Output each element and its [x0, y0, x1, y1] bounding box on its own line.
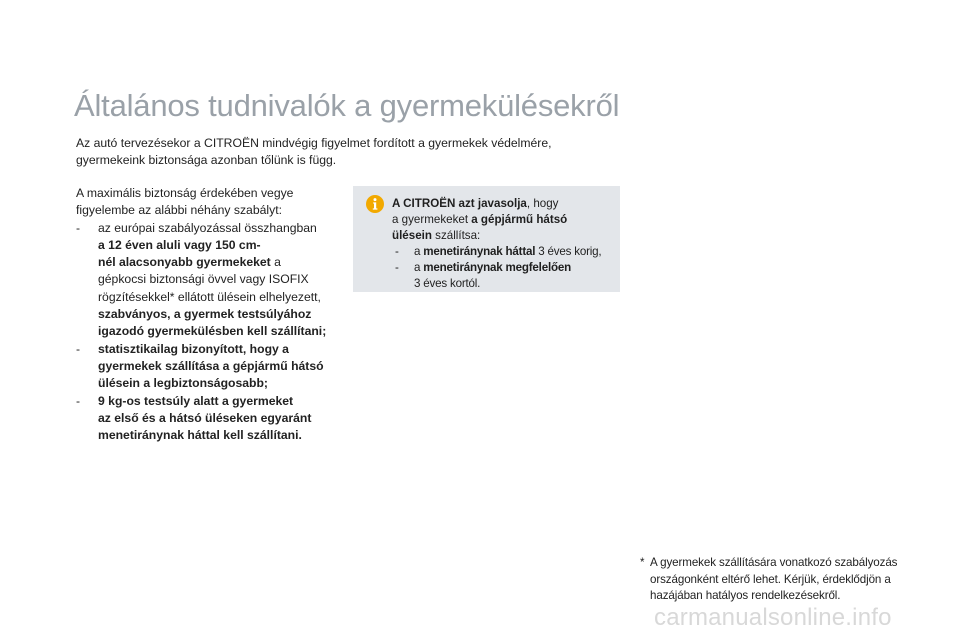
text-line	[414, 244, 620, 260]
text-line	[98, 393, 351, 410]
footnote-line: hazájában hatályos rendelkezésekről.	[650, 589, 841, 602]
bold-text: a gépjármű hátsó	[471, 213, 568, 226]
text-line	[98, 271, 351, 288]
bold-text: ülésein a legbiztonságosabb;	[98, 376, 268, 391]
text-segment: gépkocsi biztonsági övvel vagy ISOFIX	[98, 272, 309, 287]
footnote-line: A gyermekek szállítására vonatkozó szabályozás	[650, 556, 898, 569]
list-dash: -	[395, 245, 399, 258]
text-segment: , hogy	[526, 197, 559, 210]
list-dash: -	[76, 220, 81, 235]
bold-text: gyermekek szállítása a gépjármű hátsó	[98, 358, 324, 373]
footnote-marker: *	[640, 556, 645, 569]
text-segment: az európai szabályozással összhangban	[98, 220, 317, 235]
text-segment: 3 éves kortól.	[414, 277, 481, 290]
recommendation-item	[392, 260, 620, 292]
bold-text: nél alacsonyabb gyermekeket	[98, 255, 271, 270]
text-line	[98, 410, 351, 427]
rules-lead-line: A maximális biztonság érdekében vegye	[76, 186, 294, 200]
text-line	[98, 237, 351, 254]
list-dash: -	[76, 393, 81, 408]
bold-text: ülésein	[392, 229, 432, 242]
text-line	[98, 427, 351, 444]
watermark: carmanualsonline.info	[654, 604, 892, 631]
text-segment: 3 éves korig,	[535, 245, 602, 258]
text-line	[98, 220, 351, 237]
bold-text: A CITROËN azt javasolja	[392, 197, 527, 210]
recommendation-item	[392, 244, 620, 260]
rule-item	[76, 220, 351, 341]
text-line	[414, 276, 620, 292]
text-segment: a	[270, 255, 281, 270]
bold-text: a 12 éven aluli vagy 150 cm-	[98, 237, 261, 252]
text-segment: a	[414, 245, 424, 258]
bold-text: igazodó gyermekülésben kell szállítani;	[98, 324, 327, 339]
text-line	[98, 323, 351, 340]
footnote	[640, 555, 930, 605]
bold-text: menetiránynak megfelelően	[423, 261, 571, 274]
page-title: Általános tudnivalók a gyermekülésekről	[74, 88, 620, 123]
info-icon	[366, 195, 384, 213]
text-line	[98, 375, 351, 392]
text-segment: a gyermekeket	[392, 213, 472, 226]
text-line	[414, 260, 620, 276]
bold-text: 9 kg-os testsúly alatt a gyermeket	[98, 393, 294, 408]
text-line	[98, 341, 351, 358]
text-segment: szállítsa:	[431, 229, 481, 242]
text-line	[98, 306, 351, 323]
text-line	[98, 358, 351, 375]
text-line	[98, 254, 351, 271]
recommendation-text	[392, 196, 620, 292]
bold-text: szabványos, a gyermek testsúlyához	[98, 307, 312, 322]
text-line	[392, 228, 620, 244]
text-line	[98, 289, 351, 306]
rules-lead	[76, 185, 351, 220]
rule-item	[76, 393, 351, 445]
intro-line: Az autó tervezésekor a CITROËN mindvégig figyelmet fordított a gyermekek védelmére,	[76, 136, 552, 150]
text-line	[392, 196, 620, 212]
safety-rules-column	[76, 185, 351, 444]
text-line	[392, 212, 620, 228]
rule-item	[76, 341, 351, 393]
recommendation-box	[353, 186, 620, 292]
rules-lead-line: figyelembe az alábbi néhány szabályt:	[76, 203, 282, 218]
footnote-line: országonként eltérő lehet. Kérjük, érdeklődjön a	[650, 572, 891, 586]
intro-paragraph	[76, 135, 596, 169]
bold-text: statisztikailag bizonyított, hogy a	[98, 341, 289, 356]
text-segment: a	[414, 261, 424, 274]
bold-text: az első és a hátsó üléseken egyaránt	[98, 410, 312, 425]
list-dash: -	[76, 341, 81, 356]
bold-text: menetiránynak háttal kell szállítani.	[98, 428, 302, 443]
intro-line: gyermekeink biztonsága azonban tőlünk is függ.	[76, 153, 337, 167]
rules-list	[76, 220, 351, 445]
bold-text: menetiránynak háttal	[423, 245, 536, 258]
text-segment: rögzítésekkel* ellátott ülésein elhelyezett,	[98, 289, 321, 304]
list-dash: -	[395, 261, 399, 274]
